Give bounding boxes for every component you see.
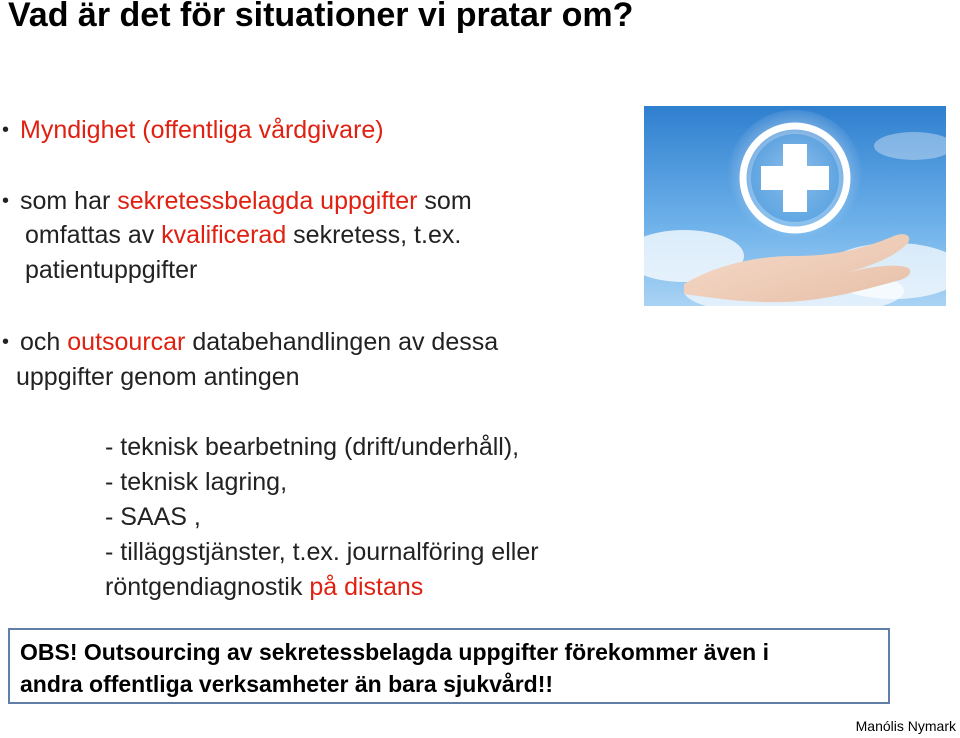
bullet-3-highlight-outsourcar: outsourcar — [67, 328, 186, 356]
bullet-dot-2: • — [2, 190, 10, 212]
bullet-2-line-1 — [20, 186, 472, 216]
bullet-2-highlight-kvalificerad: kvalificerad — [161, 221, 287, 249]
bullet-3-text-a: och — [20, 328, 68, 356]
bullet-2-line-2 — [25, 220, 461, 250]
bullet-1-text: Myndighet (offentliga vårdgivare) — [20, 116, 384, 144]
medical-cross-hand-image — [644, 106, 946, 306]
bullet-2-line-3: patientuppgifter — [25, 256, 198, 284]
bullet-2-text-d: sekretess, t.ex. — [286, 221, 462, 249]
sub-item-tillaggstjanster: - tilläggstjänster, t.ex. journalföring eller — [105, 538, 539, 566]
sub-item-highlight-pa-distans: på distans — [309, 573, 424, 601]
bullet-3-line-2: uppgifter genom antingen — [16, 363, 300, 391]
slide-title: Vad är det för situationer vi pratar om? — [8, 0, 634, 34]
sub-item-rontgen — [105, 572, 423, 602]
bullet-2-text-b: som — [417, 187, 472, 215]
obs-line-1: OBS! Outsourcing av sekretessbelagda uppgifter förekommer även i — [20, 639, 769, 665]
bullet-3-line-1 — [20, 327, 498, 357]
sub-item-lagring: - teknisk lagring, — [105, 468, 288, 496]
obs-line-2: andra offentliga verksamheter än bara sjukvård!! — [20, 671, 554, 697]
bullet-dot-3: • — [2, 331, 10, 353]
author-credit: Manólis Nymark — [855, 718, 956, 734]
bullet-2-text-a: som har — [20, 187, 118, 215]
sub-item-bearbetning: - teknisk bearbetning (drift/underhåll), — [105, 433, 520, 461]
sub-item-rontgen-text: röntgendiagnostik — [105, 573, 310, 601]
bullet-3-text-b: databehandlingen av dessa — [185, 328, 499, 356]
obs-note-box — [8, 628, 890, 704]
bullet-2-highlight-sekretessbelagda: sekretessbelagda uppgifter — [117, 187, 418, 215]
bullet-dot-1: • — [2, 119, 10, 141]
sub-item-saas: - SAAS , — [105, 503, 201, 531]
bullet-2-text-c: omfattas av — [25, 221, 162, 249]
